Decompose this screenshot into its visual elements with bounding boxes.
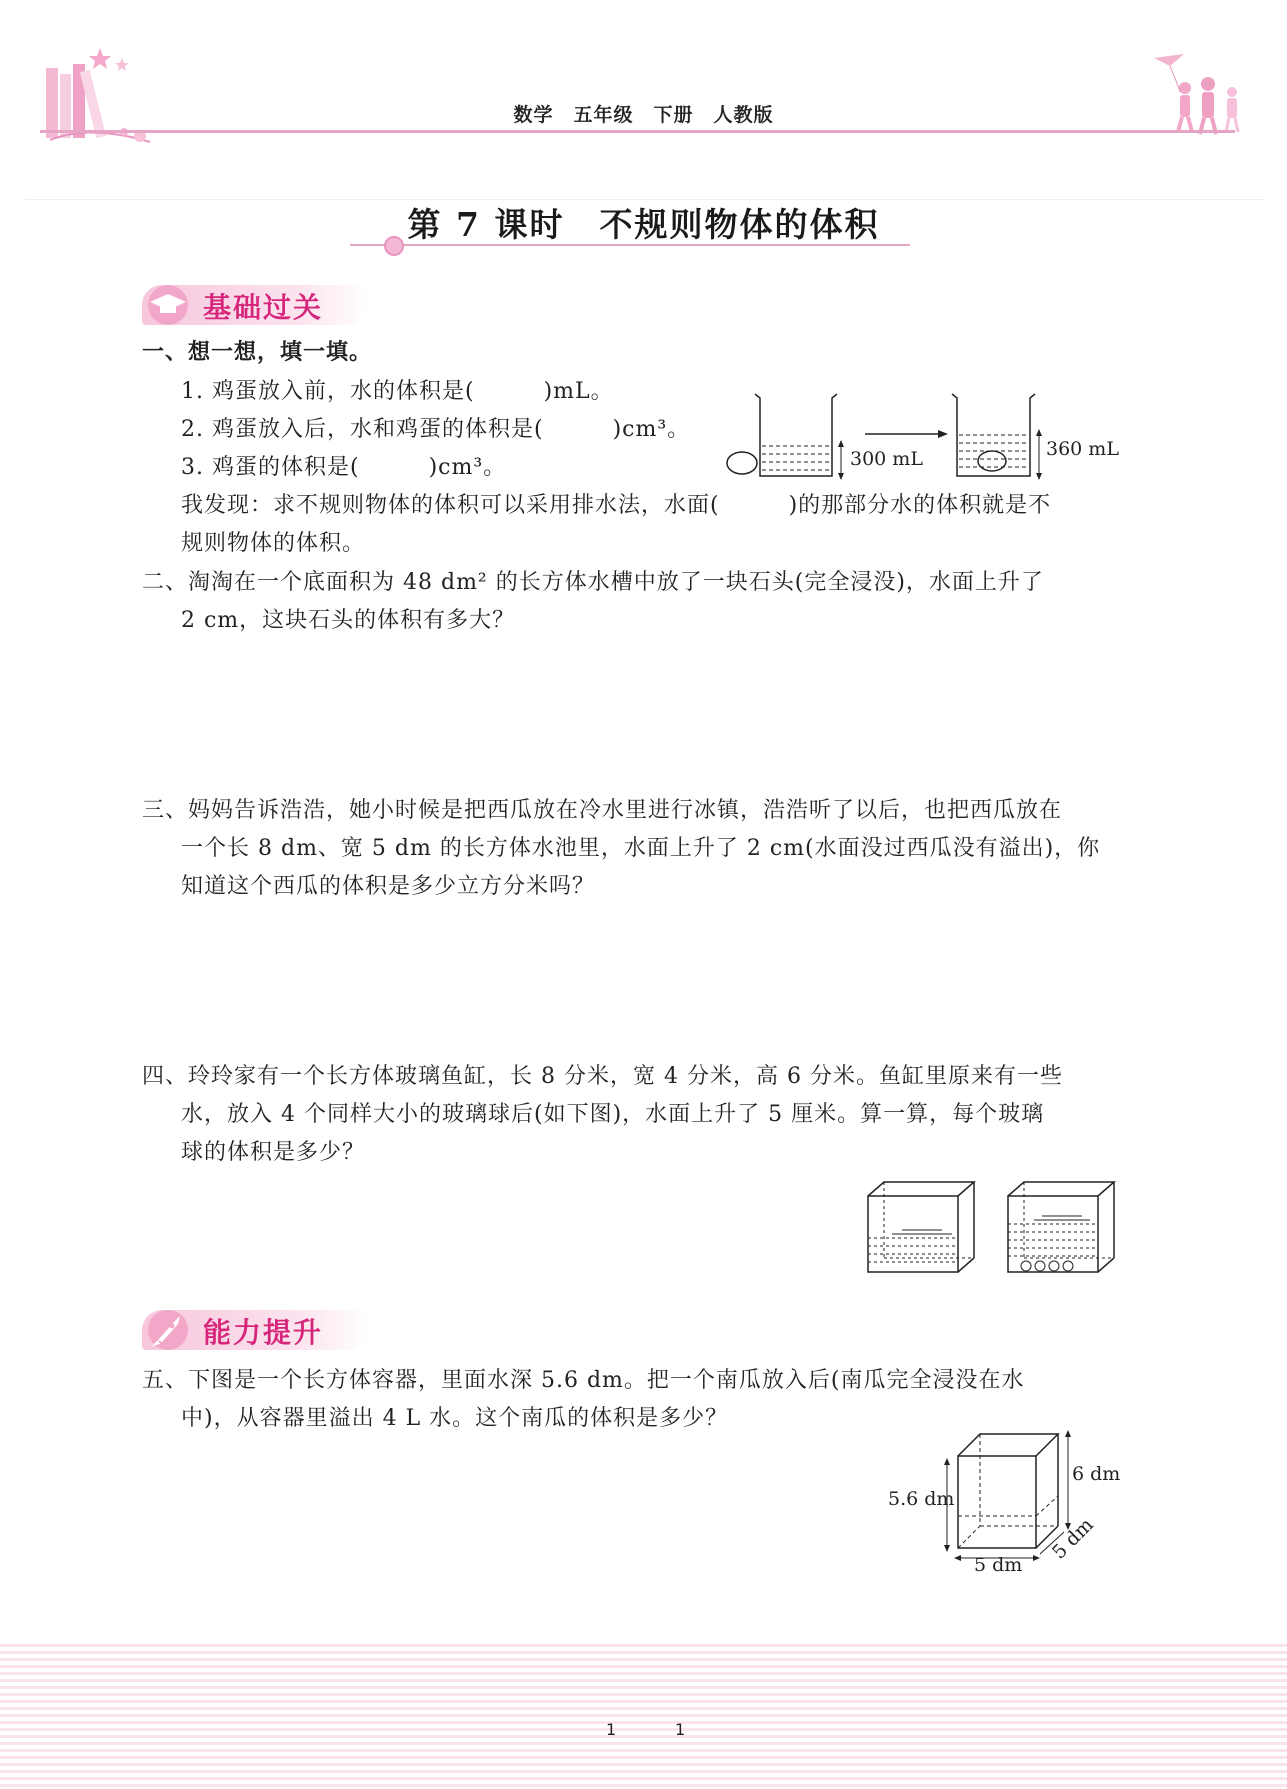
q1-discovery-line-2: 规则物体的体积。: [181, 531, 366, 556]
tank-before: [868, 1182, 974, 1272]
cuboid-label-length: 5 dm: [974, 1554, 1023, 1576]
glass-ball-icon: [1035, 1261, 1045, 1271]
rocket-icon: [142, 1308, 194, 1352]
glass-ball-icon: [1049, 1261, 1059, 1271]
header-divider: [40, 130, 1235, 133]
page-number-left: 1: [606, 1720, 617, 1739]
title-bullet: [384, 236, 404, 256]
glass-ball-icon: [1021, 1261, 1031, 1271]
lesson-title: 第 7 课时 不规则物体的体积: [407, 205, 880, 244]
beaker-label-after: 360 mL: [1046, 438, 1119, 460]
title-underline: [350, 244, 910, 246]
q2-line-1: 二、淘淘在一个底面积为 48 dm² 的长方体水槽中放了一块石头(完全浸没)，水面上升了: [142, 570, 1044, 595]
q1-heading: 一、想一想，填一填。: [142, 340, 373, 365]
header-subject: 数学 五年级 下册 人教版: [513, 104, 774, 126]
fish-tank-figure: [862, 1178, 1122, 1278]
q2-line-2: 2 cm，这块石头的体积有多大？: [181, 608, 516, 633]
q4-line-1: 四、玲玲家有一个长方体玻璃鱼缸，长 8 分米，宽 4 分米，高 6 分米。鱼缸里原来有一些: [142, 1064, 1063, 1089]
beaker-after: [952, 394, 1042, 480]
beaker-label-before: 300 mL: [850, 448, 923, 470]
q1-item-2: 2. 鸡蛋放入后，水和鸡蛋的体积是( )cm³。: [181, 417, 691, 442]
page-number-right: 1: [675, 1720, 686, 1739]
q3-line-3: 知道这个西瓜的体积是多少立方分米吗？: [181, 874, 596, 899]
cuboid-label-width: 5 dm: [1048, 1513, 1098, 1564]
footer-stripes: [0, 1644, 1287, 1789]
egg-in-water-icon: [978, 451, 1006, 471]
q1-discovery-line-1: 我发现：求不规则物体的体积可以采用排水法，水面( )的那部分水的体积就是不: [181, 493, 1052, 518]
cuboid-label-water-depth: 5.6 dm: [888, 1488, 955, 1510]
tank-after: [1008, 1182, 1114, 1272]
beaker-before: [755, 394, 844, 480]
section-title-advanced: 能力提升: [203, 1316, 324, 1349]
cuboid-label-height: 6 dm: [1072, 1463, 1121, 1485]
graduation-cap-icon: [142, 284, 194, 326]
egg-icon: [727, 452, 757, 474]
q1-item-1: 1. 鸡蛋放入前，水的体积是( )mL。: [181, 379, 614, 404]
q4-line-2: 水，放入 4 个同样大小的玻璃球后(如下图)，水面上升了 5 厘米。算一算，每个玻璃: [181, 1102, 1045, 1127]
q4-line-3: 球的体积是多少？: [181, 1140, 366, 1165]
q3-line-1: 三、妈妈告诉浩浩，她小时候是把西瓜放在冷水里进行冰镇，浩浩听了以后，也把西瓜放在: [142, 798, 1063, 823]
section-title-basic: 基础过关: [203, 291, 324, 324]
glass-ball-icon: [1063, 1261, 1073, 1271]
q5-line-1: 五、下图是一个长方体容器，里面水深 5.6 dm。把一个南瓜放入后(南瓜完全浸没在水: [142, 1368, 1025, 1393]
q3-line-2: 一个长 8 dm、宽 5 dm 的长方体水池里，水面上升了 2 cm(水面没过西瓜没有溢出)，你: [181, 836, 1101, 861]
q1-item-3: 3. 鸡蛋的体积是( )cm³。: [181, 455, 507, 480]
q5-line-2: 中)，从容器里溢出 4 L 水。这个南瓜的体积是多少？: [181, 1406, 729, 1431]
